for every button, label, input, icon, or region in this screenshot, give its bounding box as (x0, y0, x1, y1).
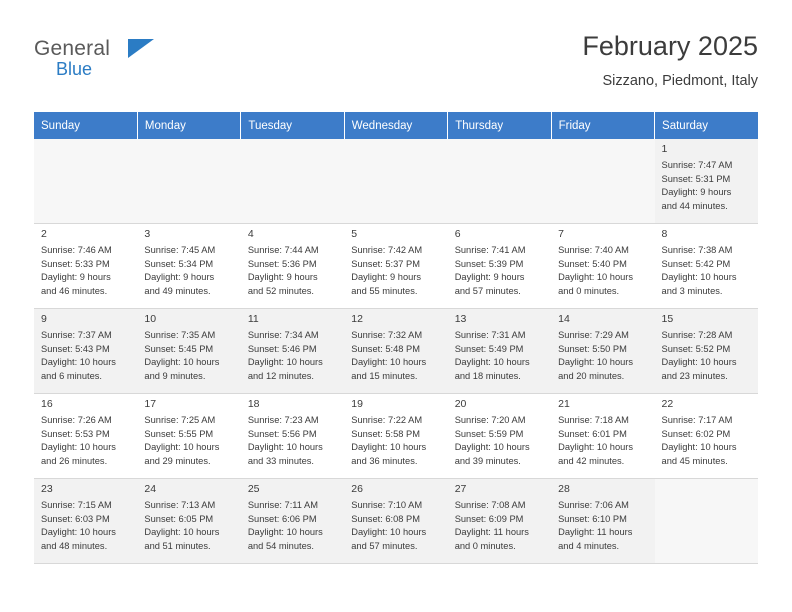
day-sun-info-line: and 23 minutes. (661, 370, 728, 381)
calendar-empty-cell (34, 139, 137, 224)
day-sun-info-line: Sunrise: 7:46 AM (41, 245, 112, 256)
day-sun-info (248, 499, 338, 553)
day-sun-info-line: Sunrise: 7:34 AM (247, 330, 319, 341)
day-sun-info-line: Daylight: 10 hours (41, 527, 116, 538)
day-sun-info-line: Daylight: 10 hours (351, 442, 427, 453)
day-sun-info-line: Sunrise: 7:44 AM (247, 245, 319, 256)
day-sun-info-line: Sunrise: 7:42 AM (351, 245, 423, 256)
day-sun-info-line: Sunrise: 7:10 AM (351, 500, 423, 511)
day-sun-info-line: Daylight: 11 hours (558, 527, 633, 538)
day-sun-info (351, 414, 441, 468)
day-number: 20 (454, 398, 467, 410)
calendar-empty-cell (137, 139, 240, 224)
day-sun-info (558, 329, 648, 383)
day-number: 4 (247, 228, 254, 240)
day-number: 3 (144, 228, 151, 240)
calendar-empty-cell (448, 139, 551, 224)
day-sun-info (455, 244, 545, 298)
day-sun-info-line: and 42 minutes. (558, 455, 625, 466)
day-sun-info-line: Sunset: 5:56 PM (247, 428, 317, 439)
day-sun-info-line: Daylight: 10 hours (144, 357, 220, 368)
day-sun-info-line: Sunrise: 7:22 AM (351, 415, 423, 426)
calendar-week-row (34, 309, 758, 394)
weekday-header-saturday: Saturday (655, 112, 758, 139)
day-number: 5 (351, 228, 358, 240)
calendar-header-row (34, 112, 758, 139)
day-sun-info-line: and 45 minutes. (661, 455, 728, 466)
day-sun-info-line: Sunset: 6:02 PM (661, 428, 731, 439)
day-sun-info-line: Sunrise: 7:23 AM (247, 415, 319, 426)
calendar-day-cell[interactable] (344, 309, 447, 394)
day-sun-info-line: Daylight: 10 hours (661, 272, 737, 283)
calendar-week-row (34, 394, 758, 479)
day-sun-info-line: Sunrise: 7:31 AM (454, 330, 526, 341)
day-sun-info-line: and 4 minutes. (558, 540, 620, 551)
weekday-header-wednesday: Wednesday (344, 112, 447, 139)
day-number: 10 (144, 313, 157, 325)
day-sun-info-line: and 18 minutes. (454, 370, 521, 381)
calendar-body (34, 139, 758, 564)
calendar-day-cell[interactable] (137, 224, 240, 309)
calendar-day-cell[interactable] (655, 309, 758, 394)
day-sun-info-line: Sunset: 5:52 PM (661, 343, 731, 354)
day-sun-info-line: and 26 minutes. (41, 455, 108, 466)
day-sun-info-line: Sunrise: 7:35 AM (144, 330, 216, 341)
calendar-day-cell[interactable] (241, 224, 344, 309)
calendar-empty-cell (551, 139, 654, 224)
day-sun-info-line: and 46 minutes. (41, 285, 108, 296)
day-sun-info-line: and 0 minutes. (558, 285, 620, 296)
day-sun-info-line: Sunset: 5:33 PM (41, 258, 110, 269)
day-sun-info-line: Sunrise: 7:25 AM (144, 415, 216, 426)
day-sun-info (662, 159, 752, 213)
day-sun-info-line: and 39 minutes. (454, 455, 521, 466)
day-sun-info (351, 244, 441, 298)
day-sun-info-line: and 15 minutes. (351, 370, 418, 381)
day-number: 9 (41, 313, 47, 325)
day-sun-info-line: Sunset: 5:36 PM (247, 258, 317, 269)
day-sun-info-line: Sunset: 6:09 PM (454, 513, 524, 524)
day-sun-info-line: Sunrise: 7:37 AM (41, 330, 112, 341)
calendar-day-cell[interactable] (344, 394, 447, 479)
day-sun-info-line: and 20 minutes. (558, 370, 625, 381)
day-sun-info-line: Daylight: 10 hours (454, 442, 530, 453)
day-sun-info-line: Sunset: 5:42 PM (661, 258, 731, 269)
day-number: 13 (454, 313, 467, 325)
day-sun-info-line: Sunset: 6:01 PM (558, 428, 627, 439)
day-sun-info-line: and 0 minutes. (454, 540, 516, 551)
day-sun-info-line: Sunset: 5:43 PM (41, 343, 110, 354)
day-sun-info-line: Sunrise: 7:11 AM (247, 500, 318, 511)
day-sun-info (144, 244, 234, 298)
calendar-day-cell[interactable] (241, 394, 344, 479)
location-subtitle: Sizzano, Piedmont, Italy (602, 73, 758, 89)
day-sun-info-line: Sunrise: 7:38 AM (661, 245, 733, 256)
day-sun-info-line: Sunset: 6:10 PM (558, 513, 627, 524)
day-sun-info (455, 499, 545, 553)
day-number: 8 (661, 228, 668, 240)
day-number: 2 (41, 228, 47, 240)
day-number: 28 (558, 483, 570, 495)
day-sun-info (41, 414, 131, 468)
day-sun-info-line: Daylight: 9 hours (351, 272, 422, 283)
day-sun-info-line: Sunrise: 7:29 AM (558, 330, 629, 341)
day-number: 23 (41, 483, 53, 495)
day-sun-info-line: and 33 minutes. (247, 455, 314, 466)
day-sun-info-line: and 52 minutes. (247, 285, 314, 296)
day-sun-info (144, 499, 234, 553)
calendar-day-cell[interactable] (137, 309, 240, 394)
weekday-header-tuesday: Tuesday (241, 112, 344, 139)
day-sun-info-line: Sunset: 5:49 PM (454, 343, 524, 354)
day-sun-info-line: Sunset: 5:58 PM (351, 428, 420, 439)
day-sun-info-line: and 55 minutes. (351, 285, 418, 296)
day-sun-info-line: Sunset: 5:40 PM (558, 258, 627, 269)
calendar-week-row (34, 479, 758, 564)
triangle-logo-icon (128, 39, 154, 58)
day-sun-info (662, 329, 752, 383)
day-sun-info-line: Daylight: 10 hours (41, 357, 116, 368)
day-sun-info (144, 414, 234, 468)
calendar-week-row (34, 139, 758, 224)
day-sun-info-line: Daylight: 10 hours (454, 357, 530, 368)
day-sun-info (41, 329, 131, 383)
day-number: 14 (558, 313, 570, 325)
day-sun-info-line: Daylight: 9 hours (661, 187, 732, 198)
day-sun-info (248, 329, 338, 383)
day-number: 18 (247, 398, 260, 410)
day-number: 21 (558, 398, 570, 410)
day-sun-info-line: Daylight: 10 hours (247, 442, 323, 453)
weekday-header-thursday: Thursday (448, 112, 551, 139)
day-sun-info (41, 499, 131, 553)
day-sun-info-line: and 6 minutes. (41, 370, 102, 381)
day-sun-info-line: and 49 minutes. (144, 285, 211, 296)
day-sun-info-line: Sunrise: 7:15 AM (41, 500, 112, 511)
day-sun-info-line: and 9 minutes. (144, 370, 206, 381)
day-sun-info-line: Sunset: 5:34 PM (144, 258, 214, 269)
day-sun-info-line: Sunset: 5:55 PM (144, 428, 214, 439)
day-sun-info-line: Daylight: 9 hours (144, 272, 215, 283)
day-sun-info (351, 499, 441, 553)
calendar-day-cell[interactable] (551, 309, 654, 394)
day-sun-info (41, 244, 131, 298)
day-sun-info (455, 414, 545, 468)
day-sun-info (662, 414, 752, 468)
day-sun-info-line: Daylight: 10 hours (41, 442, 116, 453)
calendar-day-cell[interactable] (241, 479, 344, 564)
day-sun-info-line: and 3 minutes. (661, 285, 723, 296)
day-sun-info-line: and 54 minutes. (247, 540, 314, 551)
day-number: 1 (661, 143, 668, 155)
calendar-empty-cell (344, 139, 447, 224)
day-sun-info (558, 244, 648, 298)
page-header (34, 0, 758, 96)
calendar-day-cell[interactable] (344, 479, 447, 564)
title-block (582, 30, 758, 91)
day-number: 16 (41, 398, 53, 410)
calendar-table (34, 112, 758, 564)
brand-name-general: General (34, 37, 111, 60)
day-sun-info-line: Sunrise: 7:32 AM (351, 330, 423, 341)
day-sun-info (558, 414, 648, 468)
day-sun-info-line: Daylight: 10 hours (558, 442, 634, 453)
calendar-day-cell[interactable] (137, 394, 240, 479)
brand-name-blue: Blue (56, 59, 93, 79)
day-sun-info-line: Sunset: 5:50 PM (558, 343, 627, 354)
day-number: 25 (247, 483, 260, 495)
calendar-day-cell[interactable] (655, 224, 758, 309)
calendar-week-row (34, 224, 758, 309)
day-sun-info-line: Sunrise: 7:40 AM (558, 245, 629, 256)
calendar-day-cell[interactable] (655, 394, 758, 479)
day-sun-info-line: Sunset: 5:48 PM (351, 343, 420, 354)
day-sun-info (558, 499, 648, 553)
page-title: February 2025 (582, 31, 758, 61)
calendar-day-cell[interactable] (137, 479, 240, 564)
day-sun-info-line: Daylight: 10 hours (247, 527, 323, 538)
day-number: 24 (144, 483, 157, 495)
day-sun-info-line: Sunset: 5:45 PM (144, 343, 214, 354)
calendar-day-cell[interactable] (448, 224, 551, 309)
day-sun-info (248, 414, 338, 468)
day-number: 27 (454, 483, 467, 495)
day-number: 15 (661, 313, 674, 325)
day-sun-info-line: Daylight: 10 hours (247, 357, 323, 368)
day-sun-info-line: Sunset: 5:53 PM (41, 428, 110, 439)
brand-logo (34, 30, 154, 79)
day-sun-info-line: Sunset: 6:03 PM (41, 513, 110, 524)
day-sun-info-line: and 36 minutes. (351, 455, 418, 466)
day-sun-info-line: Daylight: 10 hours (661, 442, 737, 453)
day-sun-info-line: Daylight: 10 hours (558, 272, 634, 283)
day-sun-info-line: Sunrise: 7:26 AM (41, 415, 112, 426)
day-sun-info-line: Daylight: 10 hours (558, 357, 634, 368)
day-sun-info-line: Sunrise: 7:28 AM (661, 330, 733, 341)
day-sun-info-line: Sunrise: 7:08 AM (454, 500, 526, 511)
day-number: 26 (351, 483, 363, 495)
weekday-header-monday: Monday (137, 112, 240, 139)
day-number: 22 (661, 398, 674, 410)
weekday-header-friday: Friday (551, 112, 654, 139)
day-sun-info-line: and 12 minutes. (247, 370, 314, 381)
day-sun-info-line: and 48 minutes. (41, 540, 108, 551)
day-sun-info (455, 329, 545, 383)
day-sun-info-line: and 57 minutes. (454, 285, 521, 296)
day-sun-info-line: Sunset: 6:05 PM (144, 513, 214, 524)
day-sun-info-line: Sunset: 5:46 PM (247, 343, 317, 354)
day-sun-info-line: Sunrise: 7:41 AM (454, 245, 526, 256)
day-sun-info-line: Sunset: 5:37 PM (351, 258, 420, 269)
calendar-day-cell[interactable] (551, 224, 654, 309)
day-sun-info-line: Daylight: 10 hours (144, 442, 220, 453)
day-sun-info-line: Sunset: 5:59 PM (454, 428, 524, 439)
calendar-day-cell[interactable] (34, 479, 137, 564)
day-sun-info-line: Sunset: 6:06 PM (247, 513, 317, 524)
day-sun-info-line: Sunrise: 7:20 AM (454, 415, 526, 426)
day-sun-info-line: Sunrise: 7:13 AM (144, 500, 216, 511)
day-sun-info-line: Sunset: 5:39 PM (454, 258, 524, 269)
day-sun-info (144, 329, 234, 383)
calendar-day-cell[interactable] (655, 139, 758, 224)
day-sun-info-line: Daylight: 9 hours (41, 272, 111, 283)
calendar-day-cell[interactable] (34, 224, 137, 309)
day-sun-info-line: Daylight: 10 hours (351, 527, 427, 538)
day-sun-info-line: and 51 minutes. (144, 540, 211, 551)
calendar-empty-cell (241, 139, 344, 224)
calendar-day-cell[interactable] (34, 394, 137, 479)
day-sun-info-line: Daylight: 10 hours (661, 357, 737, 368)
day-sun-info-line: Sunrise: 7:45 AM (144, 245, 216, 256)
day-sun-info-line: Sunrise: 7:18 AM (558, 415, 629, 426)
weekday-header-sunday: Sunday (34, 112, 137, 139)
day-number: 11 (247, 313, 259, 325)
day-sun-info-line: Sunrise: 7:47 AM (661, 160, 733, 171)
calendar-empty-cell (655, 479, 758, 564)
day-number: 6 (454, 228, 461, 240)
calendar-day-cell[interactable] (241, 309, 344, 394)
day-sun-info (248, 244, 338, 298)
day-sun-info-line: and 29 minutes. (144, 455, 211, 466)
day-sun-info-line: Sunset: 5:31 PM (661, 173, 731, 184)
day-number: 19 (351, 398, 363, 410)
day-sun-info (662, 244, 752, 298)
day-sun-info-line: Daylight: 9 hours (247, 272, 318, 283)
day-sun-info-line: Daylight: 10 hours (351, 357, 427, 368)
calendar-day-cell[interactable] (34, 309, 137, 394)
calendar-day-cell[interactable] (344, 224, 447, 309)
day-number: 17 (144, 398, 157, 410)
day-sun-info (351, 329, 441, 383)
calendar-day-cell[interactable] (448, 309, 551, 394)
day-sun-info-line: Sunrise: 7:17 AM (661, 415, 733, 426)
calendar-day-cell[interactable] (551, 394, 654, 479)
day-sun-info-line: Sunrise: 7:06 AM (558, 500, 629, 511)
day-sun-info-line: and 44 minutes. (661, 200, 728, 211)
day-sun-info-line: Daylight: 10 hours (144, 527, 220, 538)
day-number: 7 (558, 228, 564, 240)
calendar-day-cell[interactable] (448, 479, 551, 564)
day-sun-info-line: Daylight: 11 hours (454, 527, 529, 538)
calendar-day-cell[interactable] (551, 479, 654, 564)
day-sun-info-line: Daylight: 9 hours (454, 272, 525, 283)
calendar-day-cell[interactable] (448, 394, 551, 479)
day-number: 12 (351, 313, 363, 325)
day-sun-info-line: and 57 minutes. (351, 540, 418, 551)
day-sun-info-line: Sunset: 6:08 PM (351, 513, 420, 524)
